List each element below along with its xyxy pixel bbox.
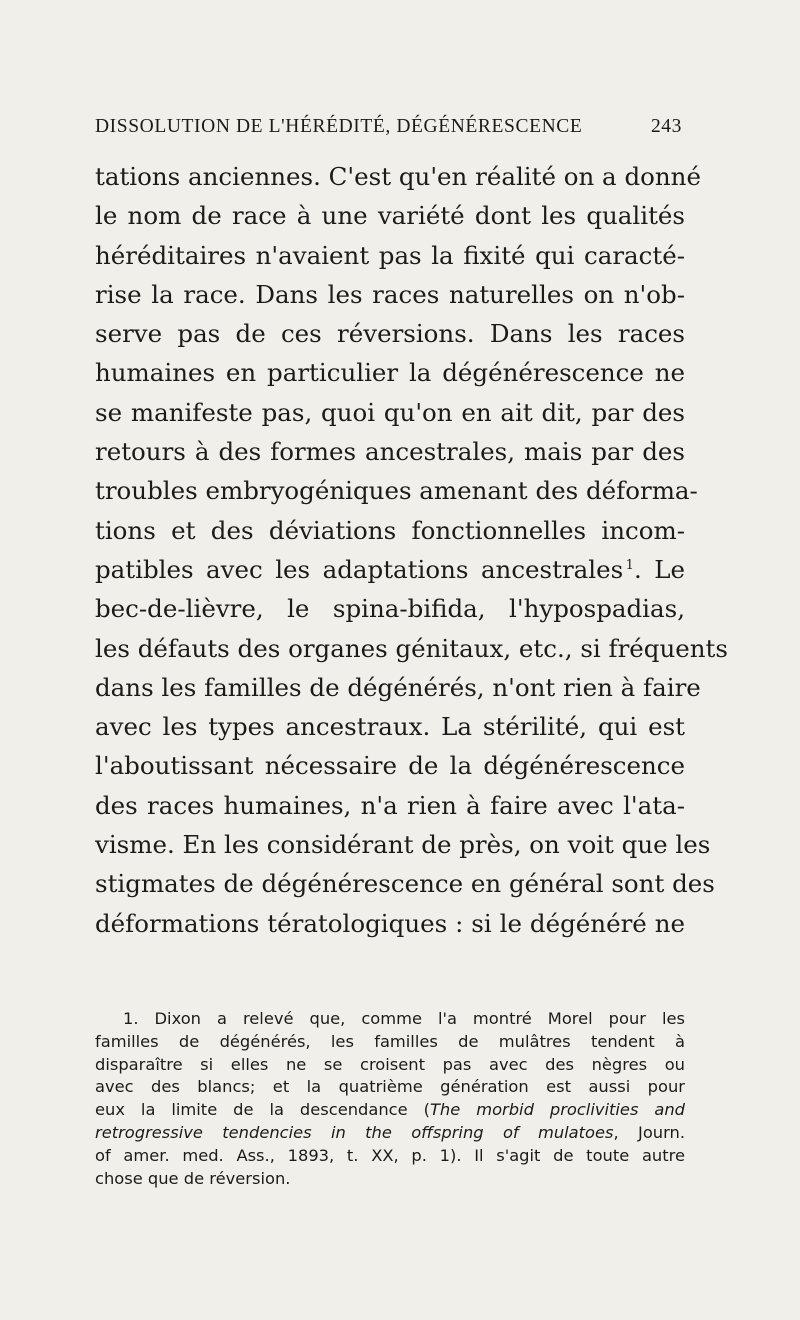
running-head	[0, 116, 800, 146]
footnote-line: chose que de réversion.	[95, 1168, 291, 1188]
body-line: avec les types ancestraux. La stérilité, qui est	[95, 712, 685, 742]
body-line: troubles embryogéniques amenant des déforma-	[95, 476, 698, 506]
body-line: l'aboutissant nécessaire de la dégénérescence	[95, 751, 685, 781]
footnote-cited-title: The morbid proclivities and	[429, 1100, 686, 1120]
body-line: déformations tératologiques : si le dégénéré ne	[95, 908, 685, 938]
footnote-line: 1. Dixon a relevé que, comme l'a montré Morel pour les	[123, 1009, 685, 1028]
body-line	[95, 550, 685, 589]
body-text	[95, 157, 728, 943]
footnote-reference: 1	[625, 557, 634, 573]
footnote	[95, 1008, 685, 1190]
body-line: se manifeste pas, quoi qu'on en ait dit, par des	[95, 397, 685, 427]
body-line-text: patibles avec les adaptations ancestrales	[95, 554, 624, 584]
body-line: le nom de race à une variété dont les qualités	[95, 201, 685, 231]
footnote-line: avec des blancs; et la quatrième génération est aussi pour	[95, 1077, 685, 1097]
body-line: rise la race. Dans les races naturelles on n'ob-	[95, 279, 685, 309]
running-title: DISSOLUTION DE L'HÉRÉDITÉ, DÉGÉNÉRESCENCE	[95, 116, 583, 137]
body-line: les défauts des organes génitaux, etc., si fréquents	[95, 633, 728, 663]
body-line: dans les familles de dégénérés, n'ont rien à faire	[95, 672, 701, 702]
footnote-text: , Journ.	[613, 1122, 685, 1142]
body-line: tions et des déviations fonctionnelles incom-	[95, 515, 685, 545]
body-line: humaines en particulier la dégénérescence ne	[95, 358, 685, 388]
footnote-line	[95, 1122, 685, 1145]
footnote-line: disparaître si elles ne se croisent pas avec des nègres ou	[95, 1054, 685, 1074]
body-line: stigmates de dégénérescence en général sont des	[95, 869, 715, 899]
footnote-line	[95, 1099, 685, 1122]
body-line: des races humaines, n'a rien à faire avec l'ata-	[95, 790, 685, 820]
body-line: retours à des formes ancestrales, mais par des	[95, 437, 685, 467]
footnote-line: of amer. med. Ass., 1893, t. XX, p. 1). Il s'agit de toute autre	[95, 1145, 685, 1165]
body-line: bec-de-lièvre, le spina-bifida, l'hypospadias,	[95, 594, 685, 624]
page-number: 243	[650, 116, 682, 137]
body-line: héréditaires n'avaient pas la fixité qui caracté-	[95, 240, 685, 270]
footnote-cited-title: retrogressive tendencies in the offspring of mulatoes	[95, 1122, 614, 1142]
body-line-suffix: . Le	[633, 554, 685, 584]
footnote-text: eux la limite de la descendance (	[95, 1100, 430, 1120]
body-line: serve pas de ces réversions. Dans les races	[95, 319, 685, 349]
footnote-line: familles de dégénérés, les familles de mulâtres tendent à	[95, 1031, 685, 1051]
body-line: tations anciennes. C'est qu'en réalité on a donné	[95, 162, 701, 191]
body-line: visme. En les considérant de près, on voit que les	[95, 830, 711, 860]
